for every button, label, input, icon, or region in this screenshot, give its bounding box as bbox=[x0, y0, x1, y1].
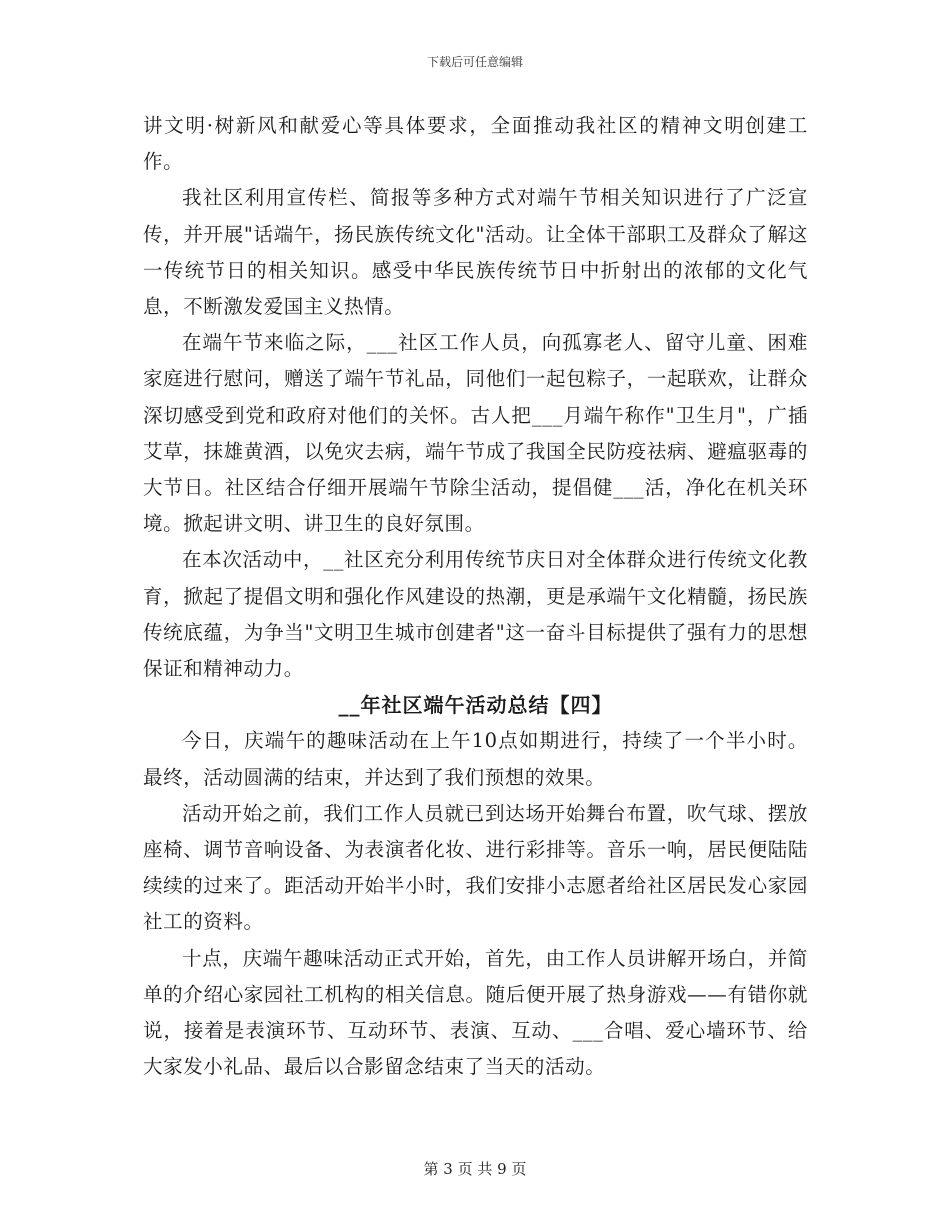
paragraph-5: 今日，庆端午的趣味活动在上午10点如期进行，持续了一个半小时。最终，活动圆满的结束，并达到了我们预想的效果。 bbox=[143, 729, 808, 789]
download-note: 下载后可任意编辑 bbox=[426, 55, 523, 69]
paragraph-3: 在端午节来临之际，___社区工作人员，向孤寡老人、留守儿童、困难家庭进行慰问，赠送了端午节礼品，同他们一起包粽子，一起联欢，让群众深切感受到党和政府对他们的关怀。古人把___月端午称作"卫生月"，广插艾草，抹雄黄酒，以免灾去病，端午节成了我国全民防疫祛病、避瘟驱毒的大节日。社区结合仔细开展端午节除尘活动，提倡健___活，净化在机关环境。掀起讲文明、讲卫生的良好氛围。 bbox=[143, 331, 808, 536]
paragraph-1: 讲文明·树新风和献爱心等具体要求，全面推动我社区的精神文明创建工作。 bbox=[143, 114, 808, 174]
paragraph-2: 我社区利用宣传栏、简报等多种方式对端午节相关知识进行了广泛宣传，并开展"话端午，扬民族传统文化"活动。让全体干部职工及群众了解这一传统节日的相关知识。感受中华民族传统节日中折射出的浓郁的文化气息，不断激发爱国主义热情。 bbox=[143, 186, 808, 319]
section-heading: __年社区端午活动总结【四】 bbox=[338, 693, 613, 718]
paragraph-7: 十点，庆端午趣味活动正式开始，首先，由工作人员讲解开场白，并简单的介绍心家园社工机构的相关信息。随后便开展了热身游戏——有错你就说，接着是表演环节、互动环节、表演、互动、___合唱、爱心墙环节、给大家发小礼品、最后以合影留念结束了当天的活动。 bbox=[143, 946, 808, 1079]
paragraph-6: 活动开始之前，我们工作人员就已到达场开始舞台布置，吹气球、摆放座椅、调节音响设备、为表演者化妆、进行彩排等。音乐一响，居民便陆陆续续的过来了。距活动开始半小时，我们安排小志愿者给社区居民发心家园社工的资料。 bbox=[143, 801, 808, 934]
page-number: 第 3 页 共 9 页 bbox=[423, 1160, 527, 1178]
document-body bbox=[143, 108, 808, 1085]
paragraph-4: 在本次活动中，__社区充分利用传统节庆日对全体群众进行传统文化教育，掀起了提倡文明和强化作风建设的热潮，更是承端午文化精髓，扬民族传统底蕴，为争当"文明卫生城市创建者"这一奋斗目标提供了强有力的思想保证和精神动力。 bbox=[143, 548, 808, 681]
